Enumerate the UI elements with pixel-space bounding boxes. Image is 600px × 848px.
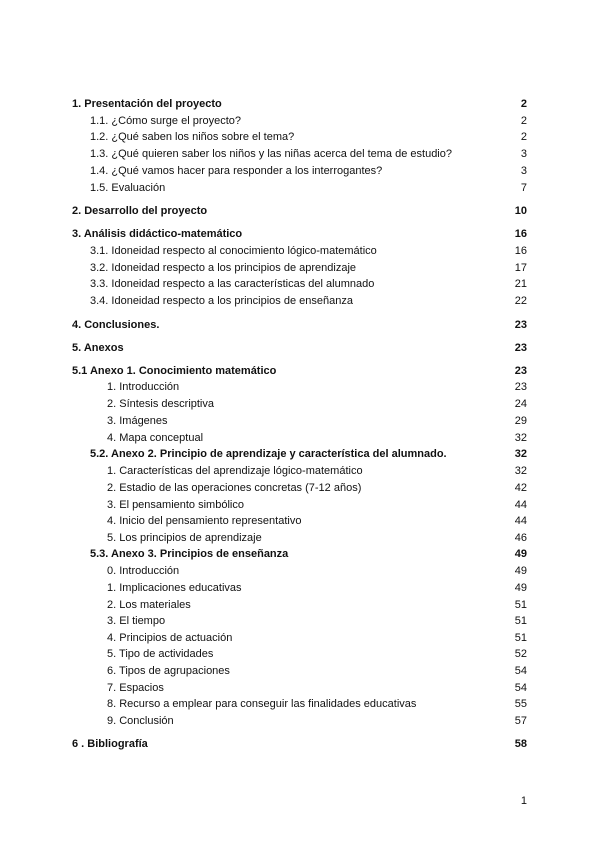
toc-entry-title: 1. Implicaciones educativas	[107, 582, 242, 594]
toc-entry-title: 5.3. Anexo 3. Principios de enseñanza	[90, 548, 289, 560]
toc-entry	[0, 413, 600, 429]
toc-entry-page: 16	[514, 228, 527, 240]
toc-entry	[0, 463, 600, 479]
toc-entry	[0, 497, 600, 513]
toc-entry	[0, 226, 600, 242]
toc-entry-page: 16	[514, 245, 527, 257]
toc-entry-page: 55	[514, 698, 527, 710]
toc-entry-title: 1.5. Evaluación	[90, 182, 166, 194]
toc-entry	[0, 340, 600, 356]
toc-entry	[0, 276, 600, 292]
toc-entry-title: 3.4. Idoneidad respecto a los principios de enseñanza	[90, 295, 353, 307]
toc-entry	[0, 663, 600, 679]
toc-entry-page: 21	[514, 278, 527, 290]
toc-entry	[0, 446, 600, 462]
toc-entry-title: 1. Presentación del proyecto	[72, 98, 222, 110]
toc-entry-title: 4. Principios de actuación	[107, 632, 233, 644]
toc-entry-page: 3	[520, 148, 527, 160]
toc-entry-title: 5. Tipo de actividades	[107, 648, 214, 660]
toc-entry-page: 2	[520, 98, 527, 110]
toc-entry	[0, 430, 600, 446]
toc-entry	[0, 129, 600, 145]
toc-entry-title: 3.3. Idoneidad respecto a las características del alumnado	[90, 278, 375, 290]
toc-entry-title: 0. Introducción	[107, 565, 180, 577]
toc-entry-title: 1.1. ¿Cómo surge el proyecto?	[90, 115, 242, 127]
toc-entry-page: 44	[514, 499, 527, 511]
toc-entry-title: 1.2. ¿Qué saben los niños sobre el tema?	[90, 131, 295, 143]
toc-entry-page: 44	[514, 515, 527, 527]
toc-entry	[0, 646, 600, 662]
toc-entry-title: 8. Recurso a emplear para conseguir las finalidades educativas	[107, 698, 417, 710]
toc-entry	[0, 379, 600, 395]
toc-entry-page: 2	[520, 131, 527, 143]
toc-entry-page: 32	[514, 465, 527, 477]
toc-entry-page: 22	[514, 295, 527, 307]
toc-entry-title: 5.1 Anexo 1. Conocimiento matemático	[72, 365, 277, 377]
toc-entry	[0, 630, 600, 646]
toc-entry-title: 3. Imágenes	[107, 415, 168, 427]
toc-entry-page: 24	[514, 398, 527, 410]
toc-entry-title: 1. Características del aprendizaje lógico-matemático	[107, 465, 363, 477]
toc-entry-title: 4. Conclusiones.	[72, 319, 160, 331]
toc-entry-title: 2. Los materiales	[107, 599, 191, 611]
toc-entry-page: 42	[514, 482, 527, 494]
toc-entry	[0, 113, 600, 129]
toc-entry-title: 6 . Bibliografía	[72, 738, 148, 750]
toc-entry-title: 2. Desarrollo del proyecto	[72, 205, 208, 217]
toc-entry-page: 54	[514, 665, 527, 677]
toc-entry	[0, 513, 600, 529]
toc-entry-title: 7. Espacios	[107, 682, 164, 694]
page-number: 1	[520, 795, 527, 807]
toc-entry-page: 23	[514, 381, 527, 393]
toc-entry-page: 32	[514, 448, 527, 460]
toc-entry-page: 2	[520, 115, 527, 127]
toc-entry-title: 5. Anexos	[72, 342, 124, 354]
toc-entry-page: 29	[514, 415, 527, 427]
toc-entry	[0, 613, 600, 629]
toc-entry-title: 5.2. Anexo 2. Principio de aprendizaje y característica del alumnado.	[90, 448, 447, 460]
toc-entry	[0, 597, 600, 613]
toc-entry-page: 58	[514, 738, 527, 750]
toc-entry-title: 4. Inicio del pensamiento representativo	[107, 515, 302, 527]
toc-entry-title: 3. El tiempo	[107, 615, 166, 627]
toc-entry	[0, 293, 600, 309]
toc-entry-page: 23	[514, 319, 527, 331]
toc-entry	[0, 203, 600, 219]
toc-entry-page: 51	[514, 632, 527, 644]
toc-entry	[0, 563, 600, 579]
toc-entry-title: 1.4. ¿Qué vamos hacer para responder a los interrogantes?	[90, 165, 383, 177]
toc-entry-title: 6. Tipos de agrupaciones	[107, 665, 230, 677]
toc-entry	[0, 546, 600, 562]
toc-entry-title: 3.2. Idoneidad respecto a los principios de aprendizaje	[90, 262, 357, 274]
toc-entry	[0, 580, 600, 596]
toc-entry	[0, 163, 600, 179]
toc-entry-page: 7	[520, 182, 527, 194]
toc-entry	[0, 696, 600, 712]
toc-entry-page: 23	[514, 342, 527, 354]
toc-entry	[0, 243, 600, 259]
toc-entry-page: 17	[514, 262, 527, 274]
toc-entry-title: 9. Conclusión	[107, 715, 174, 727]
toc-entry-page: 3	[520, 165, 527, 177]
toc-entry	[0, 530, 600, 546]
toc-entry	[0, 736, 600, 752]
toc-entry-title: 4. Mapa conceptual	[107, 432, 204, 444]
toc-entry-title: 3. El pensamiento simbólico	[107, 499, 244, 511]
toc-entry-page: 57	[514, 715, 527, 727]
toc-entry-page: 49	[514, 582, 527, 594]
toc-entry-title: 1.3. ¿Qué quieren saber los niños y las niñas acerca del tema de estudio?	[90, 148, 452, 160]
toc-entry-page: 51	[514, 599, 527, 611]
toc-entry	[0, 96, 600, 112]
toc-entry	[0, 680, 600, 696]
toc-entry-title: 3.1. Idoneidad respecto al conocimiento lógico-matemático	[90, 245, 377, 257]
toc-entry-title: 2. Estadio de las operaciones concretas (7-12 años)	[107, 482, 362, 494]
toc-entry-title: 1. Introducción	[107, 381, 180, 393]
toc-entry	[0, 260, 600, 276]
toc-entry-title: 2. Síntesis descriptiva	[107, 398, 214, 410]
toc-entry	[0, 146, 600, 162]
toc-entry	[0, 713, 600, 729]
toc-entry-page: 49	[514, 565, 527, 577]
toc-entry-page: 32	[514, 432, 527, 444]
toc-entry-page: 23	[514, 365, 527, 377]
toc-entry	[0, 180, 600, 196]
toc-entry-page: 10	[514, 205, 527, 217]
toc-entry-page: 46	[514, 532, 527, 544]
toc-entry-page: 51	[514, 615, 527, 627]
toc-entry	[0, 396, 600, 412]
toc-entry-page: 49	[514, 548, 527, 560]
toc-entry-title: 5. Los principios de aprendizaje	[107, 532, 262, 544]
toc-entry-title: 3. Análisis didáctico-matemático	[72, 228, 243, 240]
toc-entry	[0, 480, 600, 496]
toc-entry-page: 52	[514, 648, 527, 660]
toc-entry-page: 54	[514, 682, 527, 694]
toc-entry	[0, 363, 600, 379]
toc-entry	[0, 317, 600, 333]
